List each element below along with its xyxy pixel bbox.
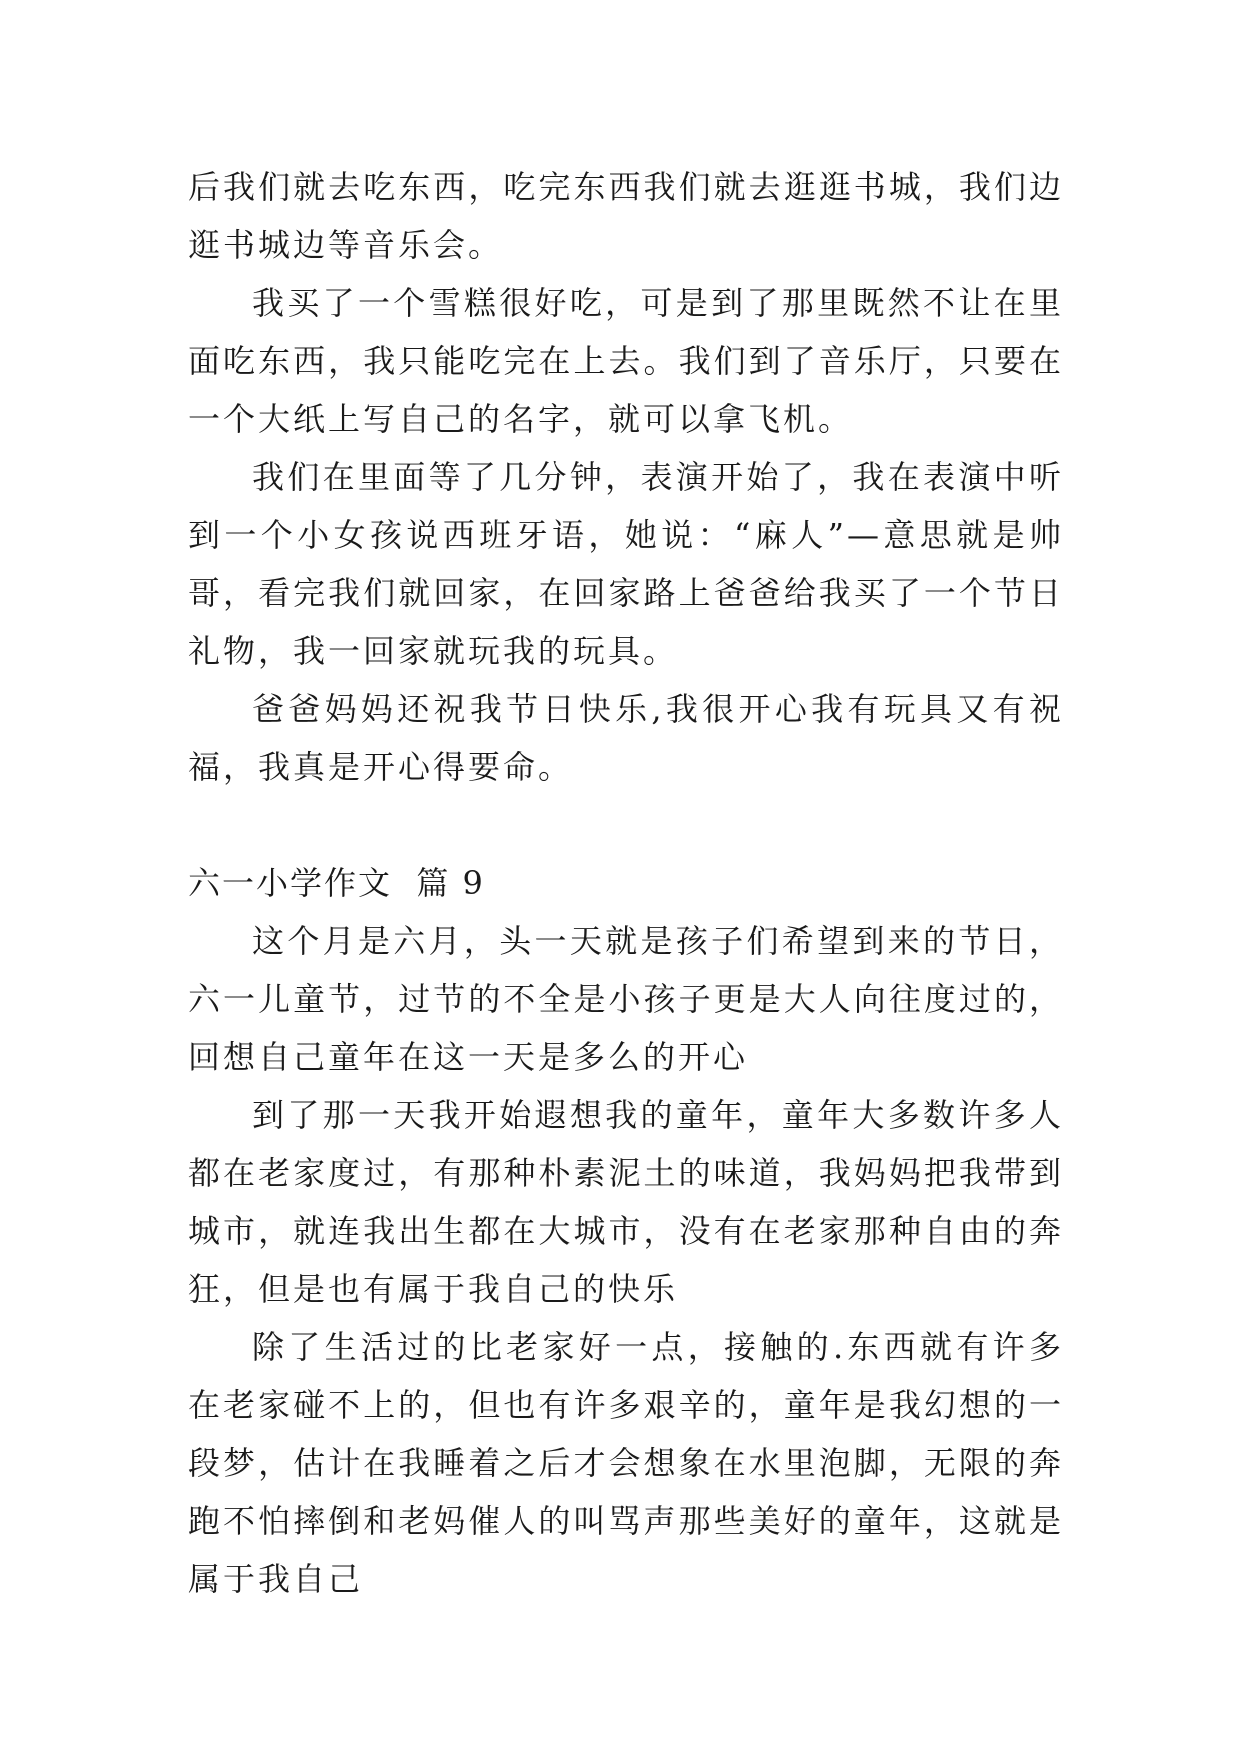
section-spacer <box>188 796 1064 854</box>
paragraph: 爸爸妈妈还祝我节日快乐,我很开心我有玩具又有祝福，我真是开心得要命。 <box>188 690 1064 786</box>
document-body <box>188 158 1064 1608</box>
paragraph: 这个月是六月，头一天就是孩子们希望到来的节日，六一儿童节，过节的不全是小孩子更是大人向往度过的，回想自己童年在这一天是多么的开心 <box>188 922 1064 1076</box>
paragraph: 后我们就去吃东西，吃完东西我们就去逛逛书城，我们边逛书城边等音乐会。 <box>188 168 1064 264</box>
paragraph: 我买了一个雪糕很好吃，可是到了那里既然不让在里面吃东西，我只能吃完在上去。我们到了音乐厅，只要在一个大纸上写自己的名字，就可以拿飞机。 <box>188 284 1064 438</box>
paragraph: 我们在里面等了几分钟，表演开始了，我在表演中听到一个小女孩说西班牙语，她说：“麻人”—意思就是帅哥，看完我们就回家，在回家路上爸爸给我买了一个节日礼物，我一回家就玩我的玩具。 <box>188 458 1064 670</box>
paragraph: 到了那一天我开始遐想我的童年，童年大多数许多人都在老家度过，有那种朴素泥土的味道，我妈妈把我带到城市，就连我出生都在大城市，没有在老家那种自由的奔狂，但是也有属于我自己的快乐 <box>188 1096 1064 1308</box>
paragraph: 除了生活过的比老家好一点，接触的.东西就有许多在老家碰不上的，但也有许多艰辛的，童年是我幻想的一段梦，估计在我睡着之后才会想象在水里泡脚，无限的奔跑不怕摔倒和老妈催人的叫骂声那些美好的童年，这就是属于我自己 <box>188 1328 1064 1598</box>
section-title: 六一小学作文 篇 9 <box>188 864 485 902</box>
